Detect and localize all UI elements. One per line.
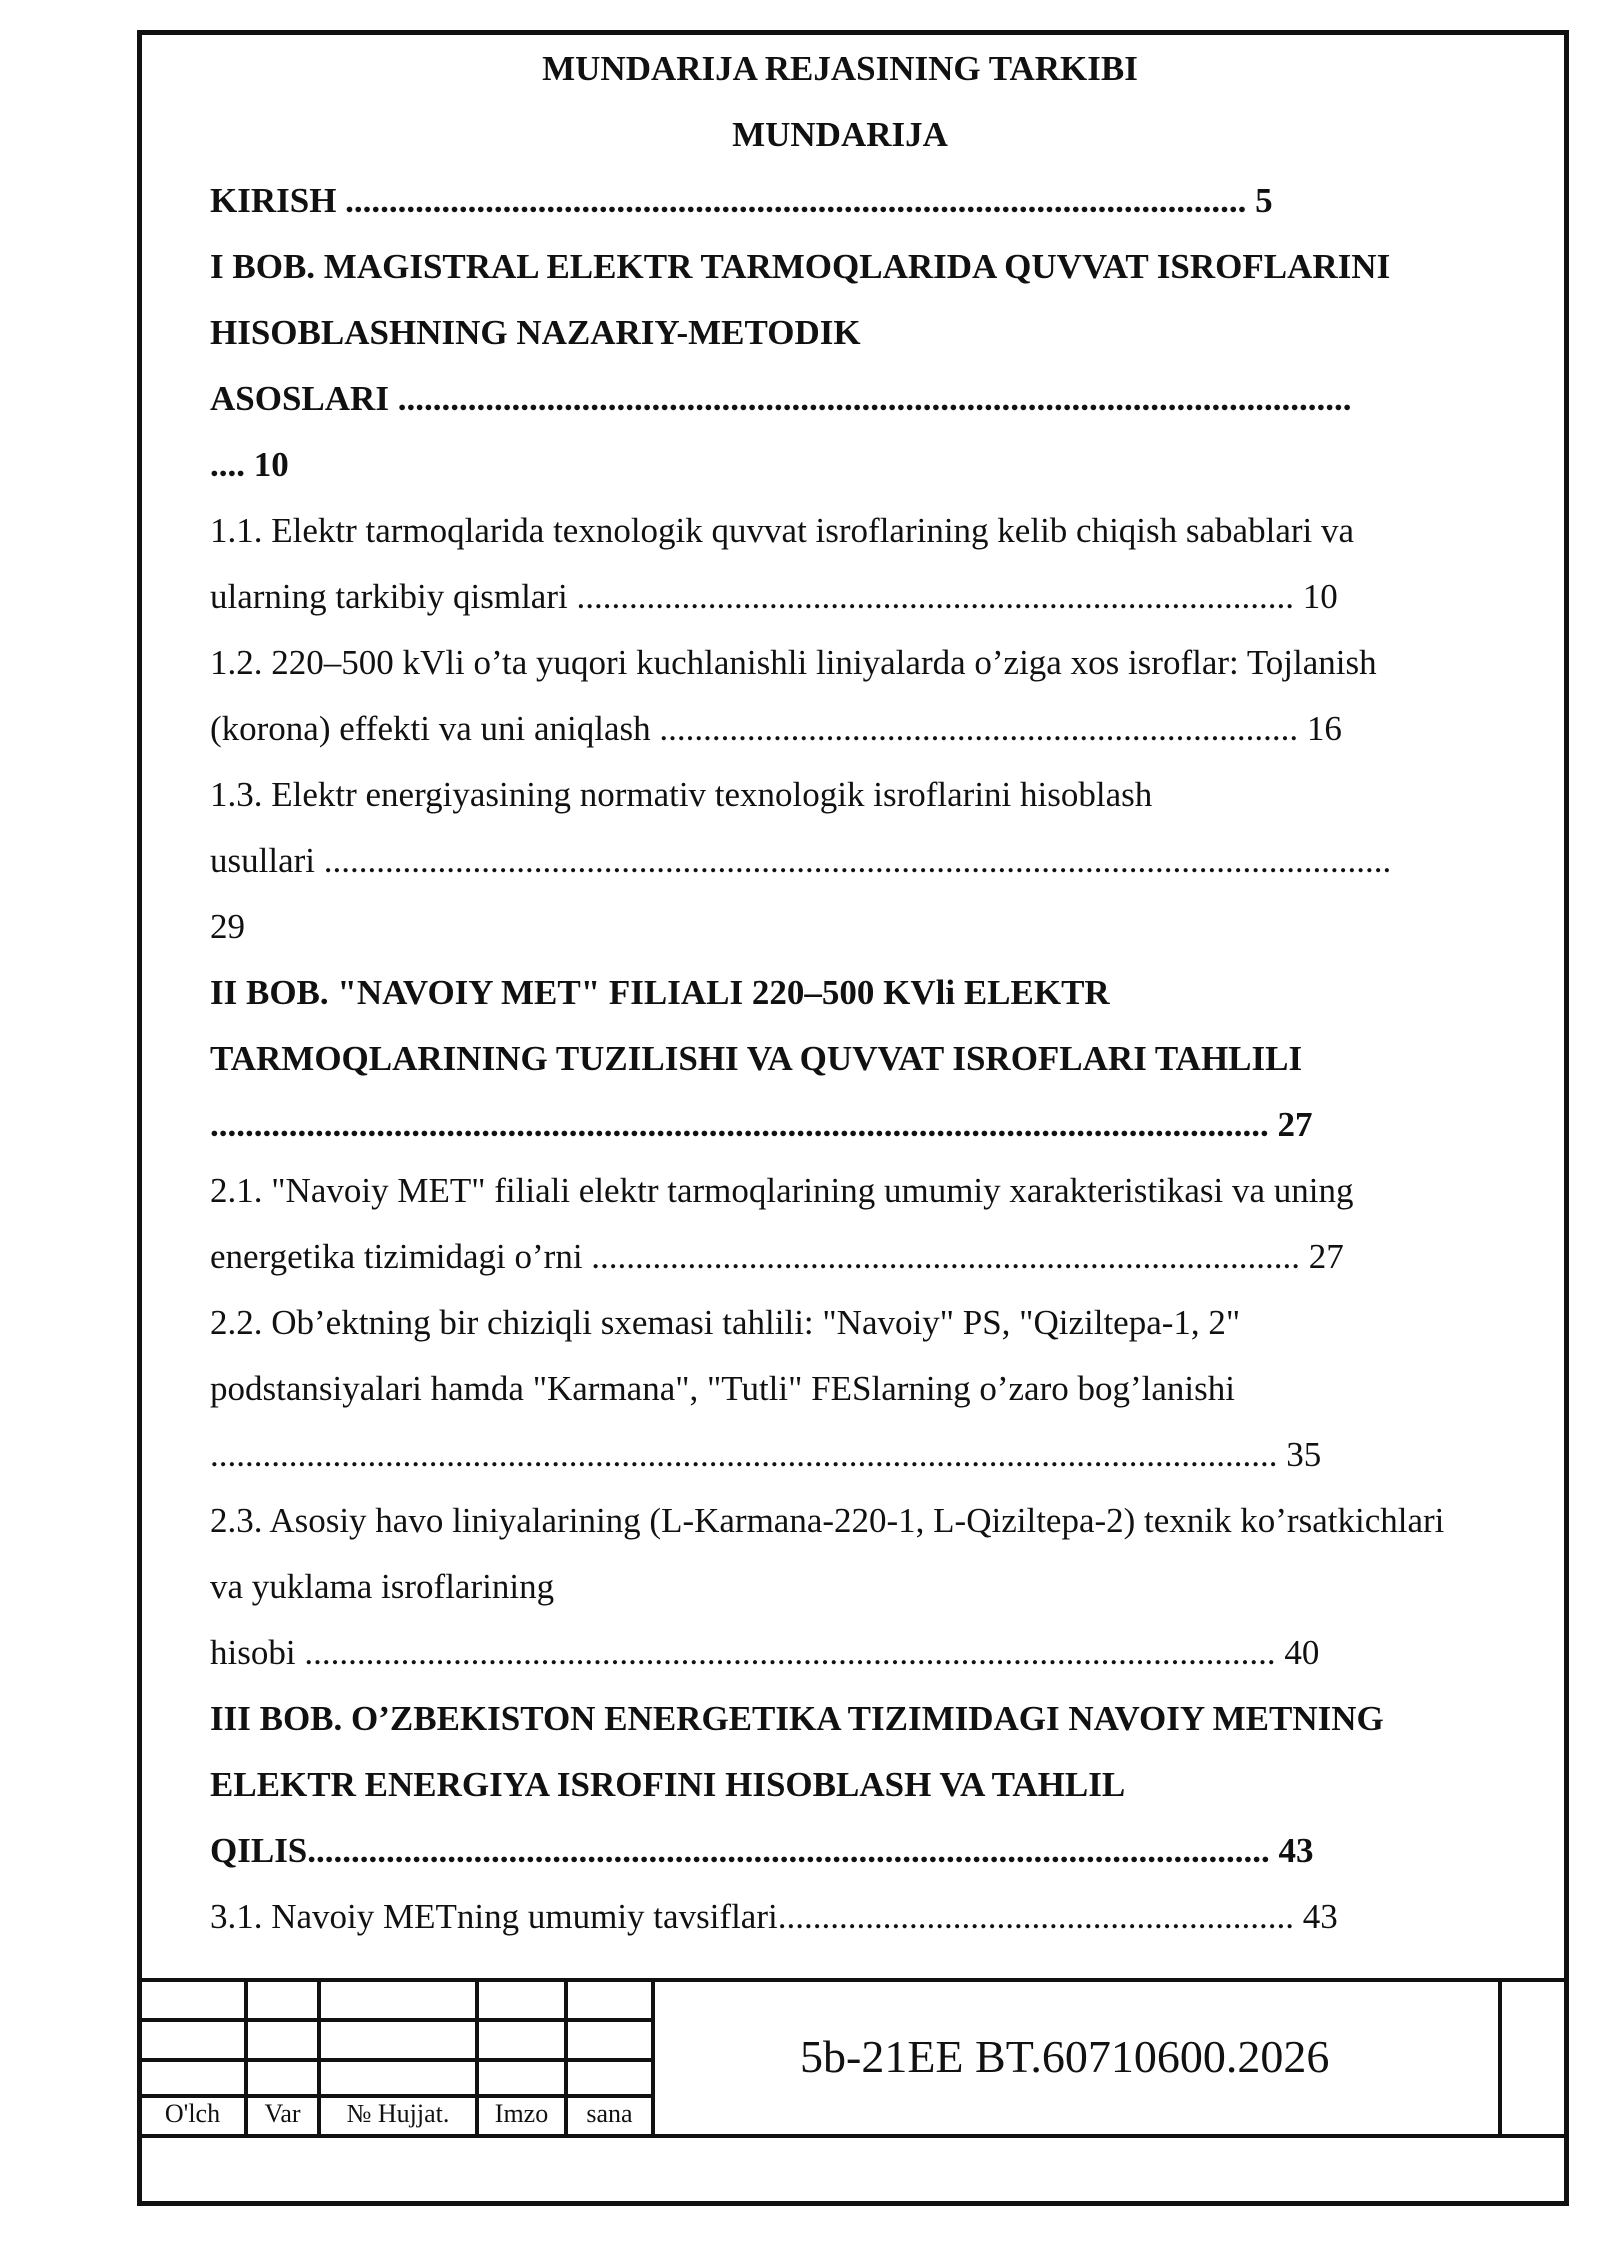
toc-line: KIRISH ....................................................................................................... 5	[210, 181, 1273, 220]
toc-line: energetika tizimidagi o’rni ................................................................................. 27	[210, 1237, 1344, 1276]
toc-line: va yuklama isroflarining	[210, 1567, 555, 1606]
toc-line: ......................................................................................................................... 27	[210, 1105, 1313, 1144]
label-olch: O'lch	[164, 2099, 221, 2128]
toc-line: III BOB. O’ZBEKISTON ENERGETIKA TIZIMIDAGI NAVOIY METNING	[210, 1699, 1384, 1738]
label-imzo: Imzo	[494, 2099, 549, 2128]
toc-line: podstansiyalari hamda "Karmana", "Tutli" FESlarning o’zaro bog’lanishi	[210, 1369, 1235, 1408]
toc-line: 1.3. Elektr energiyasining normativ texnologik isroflarini hisoblash	[210, 775, 1153, 814]
toc-line: hisobi ............................................................................................................... 40	[210, 1633, 1320, 1672]
toc-line: HISOBLASHNING NAZARIY-METODIK	[210, 313, 861, 352]
toc-line: 3.1. Navoiy METning umumiy tavsiflari........................................................... 43	[210, 1897, 1338, 1936]
toc-line: 1.1. Elektr tarmoqlarida texnologik quvvat isroflarining kelib chiqish sabablari va	[210, 511, 1355, 550]
toc-list	[210, 168, 1550, 1950]
toc-line: (korona) effekti va uni aniqlash ......................................................................... 16	[210, 709, 1342, 748]
toc-line: 2.3. Asosiy havo liniyalarining (L-Karmana-220-1, L-Qiziltepa-2) texnik ko’rsatkichlari	[210, 1501, 1445, 1540]
label-sana: sana	[586, 2099, 633, 2128]
label-hujjat: № Hujjat.	[346, 2099, 450, 2128]
toc-line: usullari ..........................................................................................................................	[210, 841, 1392, 880]
toc-line: QILIS.............................................................................................................. 43	[210, 1831, 1314, 1870]
toc-line: .... 10	[210, 445, 289, 484]
toc-line: 29	[210, 907, 245, 946]
toc-line: ASOSLARI .............................................................................................................	[210, 379, 1352, 418]
toc-line: 1.2. 220–500 kVli o’ta yuqori kuchlanishli liniyalarda o’ziga xos isroflar: Tojlanish	[210, 643, 1377, 682]
document-code: 5b-21EE BT.60710600.2026	[800, 2031, 1330, 2082]
toc-line: ELEKTR ENERGIYA ISROFINI HISOBLASH VA TAHLIL	[210, 1765, 1126, 1804]
toc-line: TARMOQLARINING TUZILISHI VA QUVVAT ISROFLARI TAHLILI	[210, 1039, 1303, 1078]
page-heading: MUNDARIJA REJASINING TARKIBI	[542, 49, 1138, 88]
toc-line: 2.1. "Navoiy MET" filiali elektr tarmoqlarining umumiy xarakteristikasi va uning	[210, 1171, 1354, 1210]
toc-heading: MUNDARIJA	[732, 115, 948, 154]
table-of-contents	[210, 36, 1550, 1950]
label-var: Var	[264, 2099, 301, 2128]
toc-line: I BOB. MAGISTRAL ELEKTR TARMOQLARIDA QUVVAT ISROFLARINI	[210, 247, 1391, 286]
toc-line: II BOB. "NAVOIY MET" FILIALI 220–500 KVli ELEKTR	[210, 973, 1110, 1012]
toc-line: ularning tarkibiy qismlari .................................................................................. 10	[210, 577, 1338, 616]
toc-line: .......................................................................................................................... 35	[210, 1435, 1322, 1474]
toc-line: 2.2. Ob’ektning bir chiziqli sxemasi tahlili: "Navoiy" PS, "Qiziltepa-1, 2"	[210, 1303, 1241, 1342]
